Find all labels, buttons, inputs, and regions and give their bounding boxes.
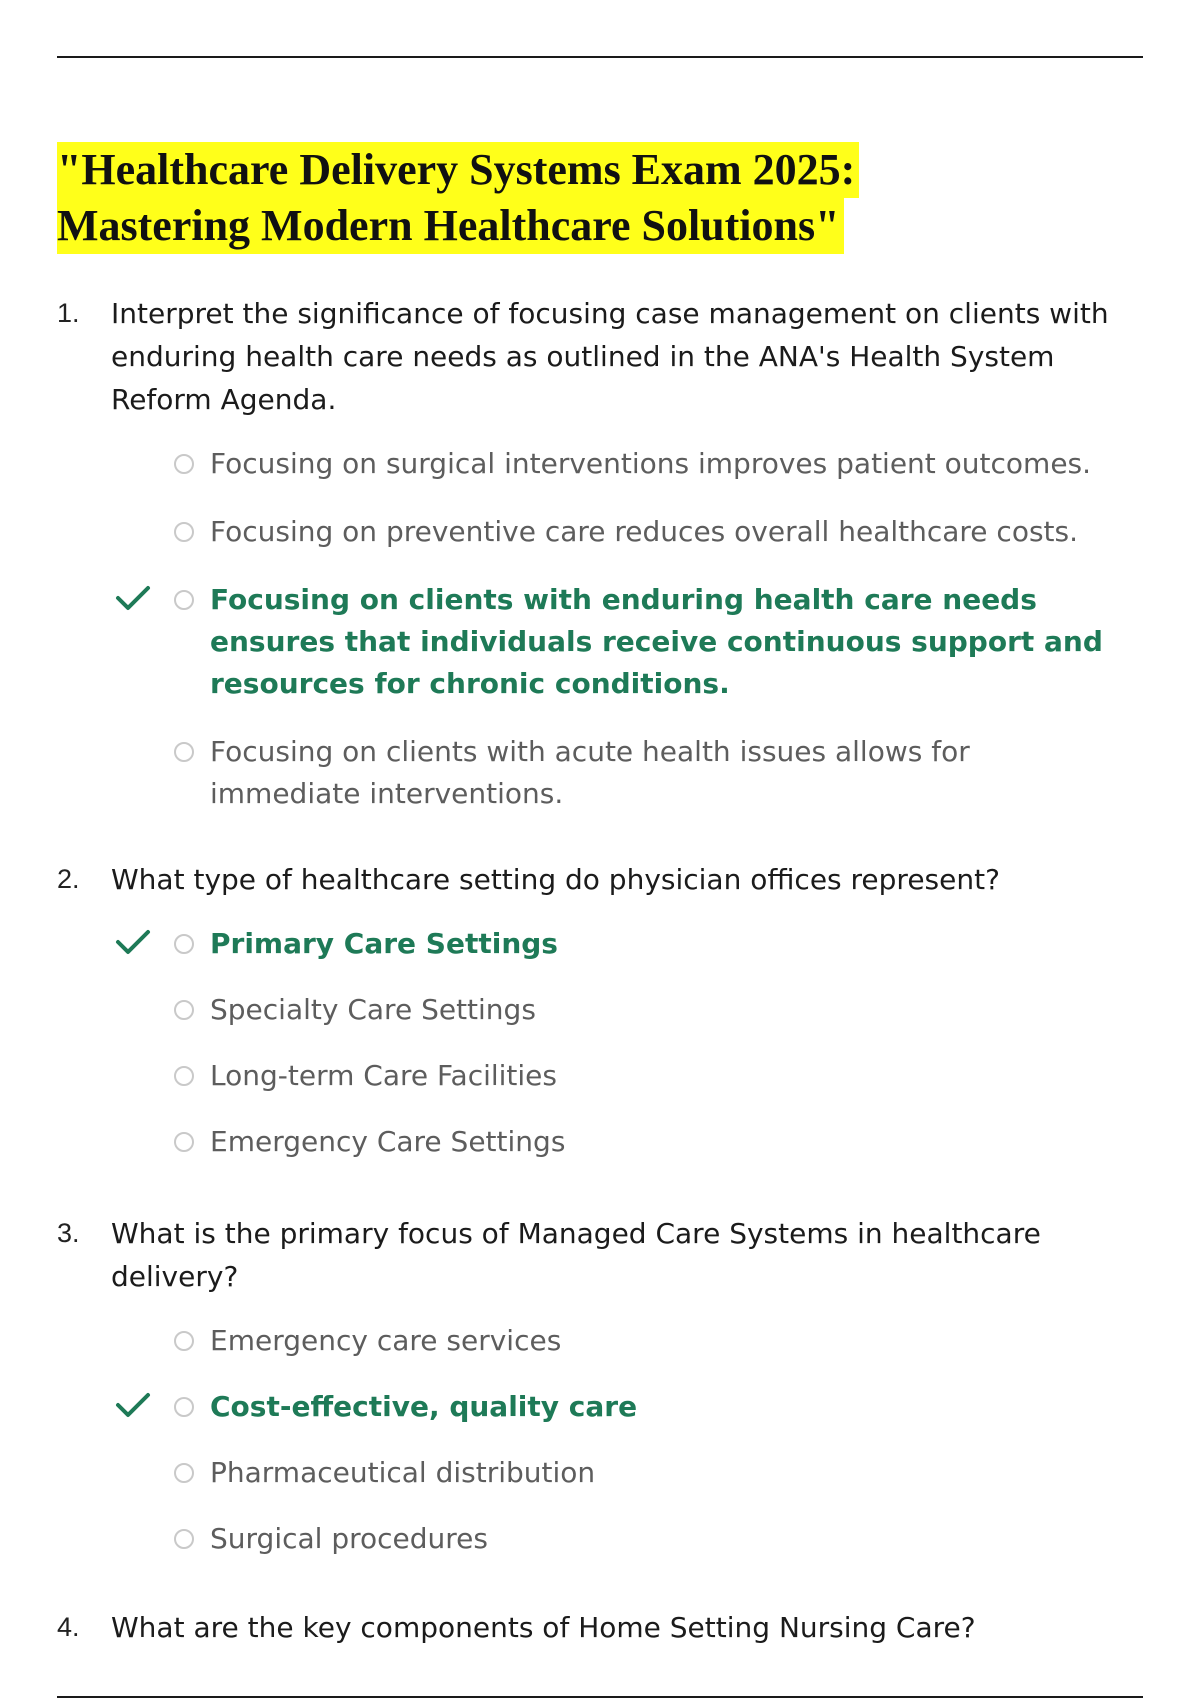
radio-button-icon[interactable] [174, 934, 194, 954]
checkmark-icon [114, 1390, 152, 1420]
question-text: What type of healthcare setting do physician offices represent? [111, 863, 1000, 896]
option-1[interactable] [174, 443, 1143, 485]
option-3-correct[interactable] [174, 579, 1110, 705]
question-number: 1. [57, 298, 80, 328]
option-label: Focusing on preventive care reduces overall healthcare costs. [210, 515, 1079, 548]
option-label: Primary Care Settings [210, 927, 558, 960]
option-1-correct[interactable] [174, 923, 1143, 965]
option-list [57, 1320, 1143, 1560]
option-3[interactable] [174, 1055, 1143, 1097]
question-number: 2. [57, 864, 80, 894]
option-1[interactable] [174, 1320, 1143, 1362]
checkmark-icon [114, 583, 152, 613]
option-4[interactable] [174, 1518, 1143, 1560]
question-1 [57, 292, 1143, 815]
option-label: Focusing on clients with enduring health care needs ensures that individuals receive continuous support and resources for chronic conditions. [210, 583, 1103, 700]
question-number: 3. [57, 1218, 80, 1248]
radio-button-icon[interactable] [174, 742, 194, 762]
question-text: Interpret the significance of focusing case management on clients with enduring health care needs as outlined in the ANA's Health System Reform Agenda. [111, 297, 1109, 416]
option-2-correct[interactable] [174, 1386, 1143, 1428]
checkmark-icon [114, 927, 152, 957]
option-2[interactable] [174, 989, 1143, 1031]
radio-button-icon[interactable] [174, 1397, 194, 1417]
option-label: Emergency care services [210, 1324, 562, 1357]
question-3 [57, 1212, 1143, 1560]
title-line-1: "Healthcare Delivery Systems Exam 2025: [57, 142, 859, 198]
radio-button-icon[interactable] [174, 1132, 194, 1152]
option-label: Emergency Care Settings [210, 1125, 566, 1158]
radio-button-icon[interactable] [174, 1000, 194, 1020]
radio-button-icon[interactable] [174, 590, 194, 610]
question-text: What is the primary focus of Managed Care Systems in healthcare delivery? [111, 1217, 1041, 1293]
option-label: Focusing on clients with acute health issues allows for immediate interventions. [210, 735, 970, 810]
top-rule [57, 56, 1143, 58]
page-title [57, 142, 859, 254]
radio-button-icon[interactable] [174, 1066, 194, 1086]
question-4 [57, 1606, 1143, 1649]
option-3[interactable] [174, 1452, 1143, 1494]
option-label: Long-term Care Facilities [210, 1059, 557, 1092]
question-number: 4. [57, 1612, 80, 1642]
bottom-rule [57, 1696, 1143, 1698]
option-label: Focusing on surgical interventions improves patient outcomes. [210, 447, 1092, 480]
radio-button-icon[interactable] [174, 1463, 194, 1483]
option-label: Cost-effective, quality care [210, 1390, 638, 1423]
option-list [57, 923, 1143, 1163]
radio-button-icon[interactable] [174, 522, 194, 542]
radio-button-icon[interactable] [174, 454, 194, 474]
option-4[interactable] [174, 731, 1110, 815]
radio-button-icon[interactable] [174, 1529, 194, 1549]
question-text: What are the key components of Home Setting Nursing Care? [111, 1611, 976, 1644]
option-label: Surgical procedures [210, 1522, 488, 1555]
option-4[interactable] [174, 1121, 1143, 1163]
option-label: Specialty Care Settings [210, 993, 536, 1026]
option-label: Pharmaceutical distribution [210, 1456, 596, 1489]
question-2 [57, 858, 1143, 1163]
title-line-2: Mastering Modern Healthcare Solutions" [57, 198, 844, 254]
option-list [57, 443, 1143, 815]
radio-button-icon[interactable] [174, 1331, 194, 1351]
option-2[interactable] [174, 511, 1143, 553]
